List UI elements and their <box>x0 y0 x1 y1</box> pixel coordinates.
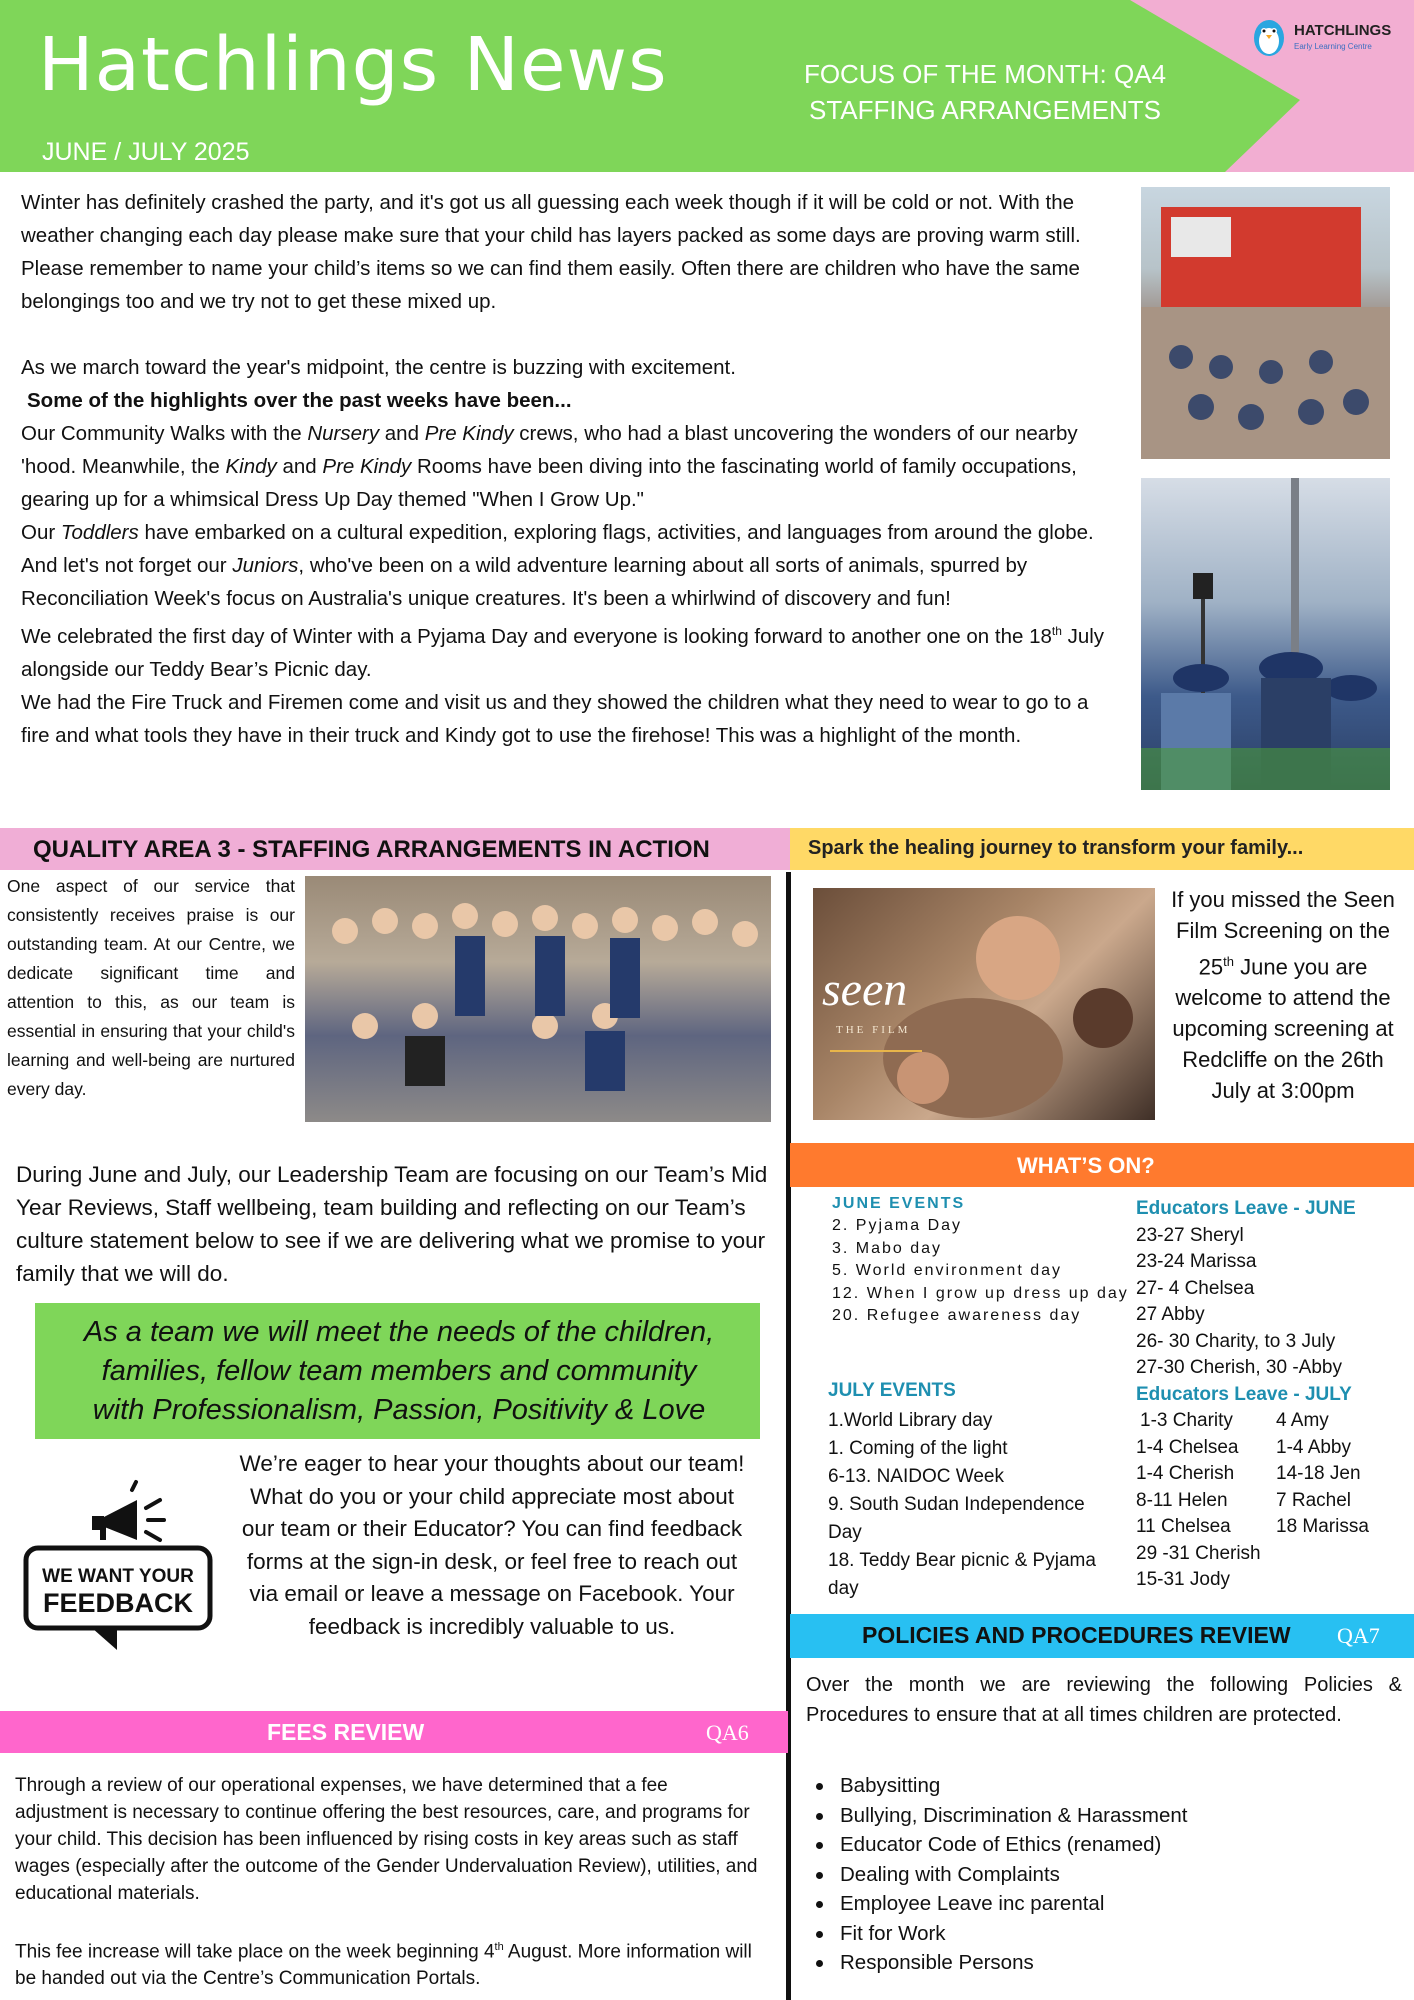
june-event-item: 20. Refugee awareness day <box>832 1307 1082 1324</box>
leave-june-item: 23-24 Marissa <box>1136 1251 1257 1272</box>
policies-banner-title: POLICIES AND PROCEDURES REVIEW <box>862 1622 1291 1648</box>
seen-film-title: seen <box>822 963 908 1016</box>
fees-banner-title: FEES REVIEW <box>267 1719 425 1745</box>
leave-june-heading: Educators Leave - JUNE <box>1136 1198 1356 1219</box>
newsletter-title: Hatchlings News <box>38 22 668 108</box>
july-event-item: 1.World Library day <box>828 1410 993 1431</box>
intro-section <box>21 186 1121 752</box>
educators-leave <box>1136 1196 1406 1594</box>
policies-list <box>840 1771 1400 1978</box>
penguin-icon <box>1250 14 1288 58</box>
policy-item: Babysitting <box>840 1771 1400 1801</box>
june-events-heading: JUNE EVENTS <box>832 1195 966 1212</box>
feedback-intro: We’re eager to hear your thoughts about our team! <box>239 1451 745 1476</box>
june-events <box>832 1193 1132 1328</box>
leave-july-item: 29 -31 Cherish <box>1136 1542 1261 1564</box>
leadership-paragraph: During June and July, our Leadership Team are focusing on our Team’s Mid Year Reviews, Staff wellbeing, team building and reflecting on our Team’s culture statement below to see if we are delivering what we promise to your family that we will do. <box>16 1162 768 1286</box>
logo-name: HATCHLINGS <box>1294 22 1392 39</box>
megaphone-icon <box>22 1478 214 1650</box>
policy-item: Educator Code of Ethics (renamed) <box>840 1830 1400 1860</box>
june-event-item: 12. When I grow up dress up day <box>832 1284 1129 1302</box>
focus-of-month <box>790 56 1180 128</box>
policies-qa-code: QA7 <box>1337 1623 1380 1648</box>
feedback-icon-line-1: WE WANT YOUR <box>42 1566 194 1587</box>
column-divider <box>786 872 791 2000</box>
policy-item: Fit for Work <box>840 1919 1400 1949</box>
leave-july-item: 15-31 Jody <box>1136 1569 1231 1590</box>
intro-paragraph-toddlers: Our Toddlers have embarked on a cultural expedition, exploring flags, activities, and languages from around the globe. And let's not forget our Juniors, who've been on a wild adventure learning about all sorts of animals, spurred by Reconciliation Week's focus on Australia's unique creatures. It's been a whirlwind of discovery and fun! <box>21 521 1094 610</box>
july-event-item: 6-13. NAIDOC Week <box>828 1466 1004 1487</box>
leave-june-item: 26- 30 Charity, to 3 July <box>1136 1330 1336 1352</box>
leave-july-row: 1-4 Chelsea 1-4 Abby <box>1136 1436 1351 1458</box>
focus-line-1: FOCUS OF THE MONTH: QA4 <box>803 59 1167 89</box>
july-event-item: 18. Teddy Bear picnic & Pyjama day <box>828 1550 1096 1599</box>
logo-subtitle: Early Learning Centre <box>1294 42 1372 51</box>
intro-paragraph-pyjama-day: We celebrated the first day of Winter with a Pyjama Day and everyone is looking forward to another one on the 18th July alongside our Teddy Bear’s Picnic day. <box>21 624 1105 681</box>
qa3-paragraph: One aspect of our service that consistently receives praise is our outstanding team. At our Centre, we dedicate significant time and attention to this, as our team is essential in ensuring that your child's learning and well-being are nurtured every day. <box>7 876 295 1099</box>
intro-paragraph-community-walks: Our Community Walks with the Nursery and Pre Kindy crews, who had a blast uncovering the wonders of our nearby 'hood. Meanwhile, the Kindy and Pre Kindy Rooms have been diving into the fascinating world of family occupations, gearing up for a whimsical Dress Up Day themed "When I Grow Up." <box>21 422 1078 511</box>
focus-line-2: STAFFING ARRANGEMENTS <box>809 95 1161 125</box>
culture-statement-line-1: As a team we will meet the needs of the children, <box>83 1316 715 1348</box>
hatchlings-logo <box>1250 14 1400 60</box>
leave-july-heading: Educators Leave - JULY <box>1136 1383 1352 1405</box>
fire-truck-photo <box>1141 187 1390 459</box>
qa3-banner-title: QUALITY AREA 3 - STAFFING ARRANGEMENTS IN ACTION <box>33 836 710 863</box>
june-event-item: 2. Pyjama Day <box>832 1217 963 1234</box>
feedback-section <box>232 1448 752 1643</box>
leave-july-row: 8-11 Helen 7 Rachel <box>1136 1489 1351 1511</box>
policy-item: Bullying, Discrimination & Harassment <box>840 1801 1400 1831</box>
culture-statement-line-2: families, fellow team members and community <box>101 1355 697 1387</box>
community-walk-photo <box>1141 478 1390 790</box>
intro-paragraph-midpoint: As we march toward the year's midpoint, the centre is buzzing with excitement. <box>21 356 736 379</box>
feedback-icon-line-2: FEEDBACK <box>42 1588 194 1618</box>
leave-june-item: 23-27 Sheryl <box>1136 1224 1244 1246</box>
june-event-item: 3. Mabo day <box>832 1239 943 1257</box>
policy-item: Responsible Persons <box>840 1948 1400 1978</box>
leave-june-item: 27 Abby <box>1136 1304 1205 1325</box>
leave-july-row: 1-4 Cherish 14-18 Jen <box>1136 1463 1361 1484</box>
highlights-heading: Some of the highlights over the past weeks have been... <box>27 389 572 412</box>
fees-paragraph-1: Through a review of our operational expenses, we have determined that a fee adjustment is necessary to continue offering the best resources, care, and programs for your child. This decision has been influenced by rising costs in key areas such as staff wages (especially after the outcome of the Gender Undervaluation Review), utilities, and educational materials. <box>15 1775 758 1904</box>
june-events-list <box>832 1215 1132 1328</box>
intro-paragraph-fire-truck: We had the Fire Truck and Firemen come and visit us and they showed the children what they need to wear to go to a fire and what tools they have in their truck and Kindy got to use the firehose! This was a highlight of the month. <box>21 690 1089 747</box>
july-event-item: 1. Coming of the light <box>828 1438 1008 1459</box>
whats-on-title: WHAT’S ON? <box>1017 1153 1155 1178</box>
intro-paragraph-weather: Winter has definitely crashed the party, and it's got us all guessing each week though if it will be cold or not. With the weather changing each day please make sure that your child has layers packed as some days are proving warm still. Please remember to name your child’s items so we can find them easily. Often there are children who have the same belongings too and we try not to get these mixed up. <box>21 191 1081 313</box>
july-events-list <box>828 1407 1118 1603</box>
culture-statement <box>44 1313 754 1430</box>
july-event-item: 9. South Sudan Independence Day <box>828 1494 1085 1543</box>
fees-section <box>15 1772 765 1992</box>
culture-statement-line-3: with Professionalism, Passion, Positivity & Love <box>92 1394 706 1426</box>
leave-july-row: 1-3 Charity 4 Amy <box>1140 1410 1329 1431</box>
seen-film-underline <box>830 1050 922 1052</box>
seen-screening-info: If you missed the Seen Film Screening on the 25th June you are welcome to attend the upcoming screening at Redcliffe on the 26th July at 3:00pm <box>1171 887 1395 1104</box>
policy-item: Dealing with Complaints <box>840 1860 1400 1890</box>
fees-paragraph-2: This fee increase will take place on the week beginning 4th August. More information will be handed out via the Centre’s Communication Portals. <box>15 1941 752 1990</box>
seen-film-subtitle: THE FILM <box>836 1024 911 1036</box>
leave-june-item: 27- 4 Chelsea <box>1136 1277 1255 1299</box>
leave-june-item: 27-30 Cherish, 30 -Abby <box>1136 1357 1342 1378</box>
spark-banner-title: Spark the healing journey to transform your family... <box>808 837 1304 859</box>
policy-item: Employee Leave inc parental <box>840 1889 1400 1919</box>
fees-qa-code: QA6 <box>706 1720 749 1745</box>
issue-date: JUNE / JULY 2025 <box>42 138 250 166</box>
feedback-body: What do you or your child appreciate most about our team or their Educator? You can find feedback forms at the sign-in desk, or feel free to reach out via email or leave a message on Facebook. Your feedback is incredibly valuable to us. <box>241 1483 743 1639</box>
june-event-item: 5. World environment day <box>832 1262 1063 1279</box>
july-events-heading: JULY EVENTS <box>828 1380 956 1401</box>
policies-paragraph: Over the month we are reviewing the following Policies & Procedures to ensure that at all times children are protected. <box>806 1674 1402 1726</box>
leave-july-row: 11 Chelsea 18 Marissa <box>1136 1516 1369 1537</box>
team-group-photo <box>305 876 771 1122</box>
